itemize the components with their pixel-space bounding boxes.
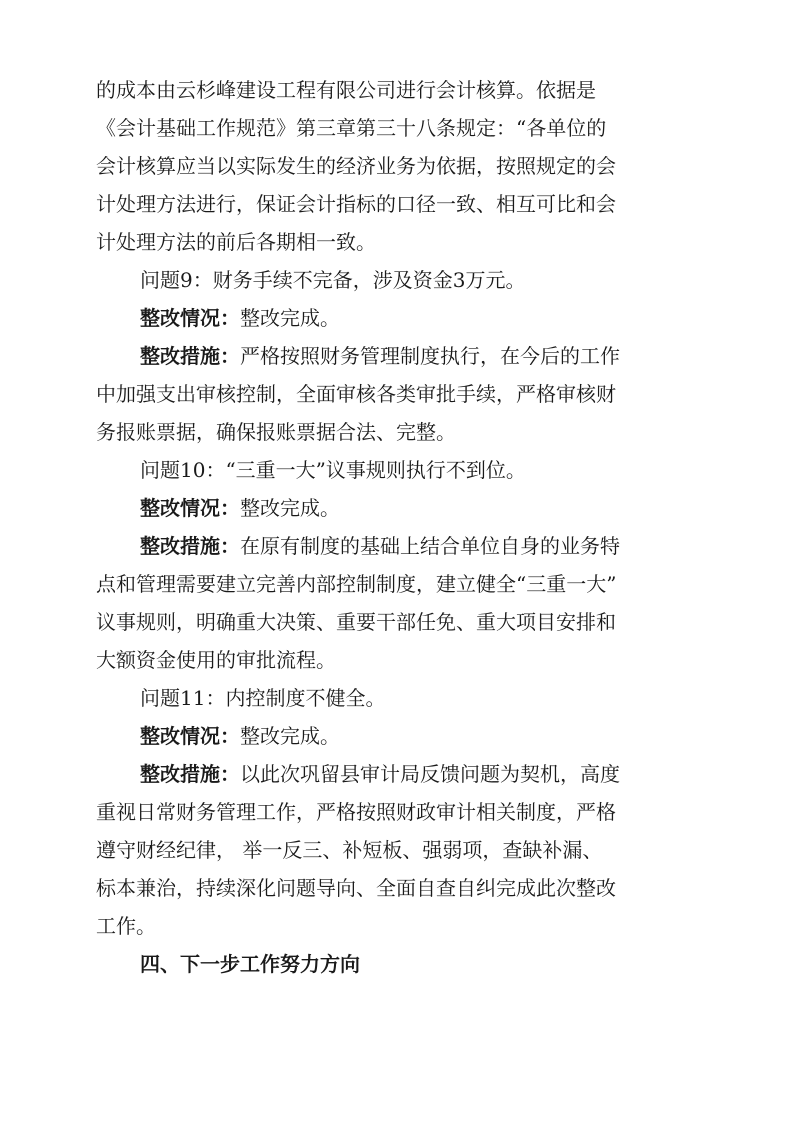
body-line: 中加强支出审核控制，全面审核各类审批手续，严格审核财 — [96, 382, 616, 406]
status-label: 整改情况： — [140, 724, 240, 748]
body-line: 计处理方法的前后各期相一致。 — [96, 230, 376, 254]
measure-text: 以此次巩留县审计局反馈问题为契机，高度 — [240, 762, 620, 786]
measure-10 — [140, 531, 696, 561]
body-line: 大额资金使用的审批流程。 — [96, 648, 336, 672]
status-label: 整改情况： — [140, 306, 240, 330]
body-line: 标本兼治，持续深化问题导向、全面自查自纠完成此次整改 — [96, 876, 616, 900]
body-line: 点和管理需要建立完善内部控制制度，建立健全“三重一大” — [96, 572, 617, 596]
body-line: 工作。 — [96, 914, 156, 938]
measure-text: 严格按照财务管理制度执行，在今后的工作 — [240, 344, 620, 368]
status-11 — [140, 721, 696, 751]
body-line: 遵守财经纪律， 举一反三、补短板、强弱项，查缺补漏、 — [96, 838, 603, 862]
issue-9: 问题9：财务手续不完备，涉及资金3万元。 — [140, 268, 526, 292]
status-text: 整改完成。 — [240, 724, 340, 748]
measure-9 — [140, 341, 696, 371]
body-line: 的成本由云杉峰建设工程有限公司进行会计核算。依据是 — [96, 78, 596, 102]
status-label: 整改情况： — [140, 496, 240, 520]
body-line: 务报账票据，确保报账票据合法、完整。 — [96, 420, 456, 444]
body-line: 议事规则，明确重大决策、重要干部任免、重大项目安排和 — [96, 610, 616, 634]
status-text: 整改完成。 — [240, 496, 340, 520]
measure-text: 在原有制度的基础上结合单位自身的业务特 — [240, 534, 620, 558]
issue-10: 问题10：“三重一大”议事规则执行不到位。 — [140, 458, 526, 482]
body-line: 重视日常财务管理工作，严格按照财政审计相关制度，严格 — [96, 800, 616, 824]
body-line: 《会计基础工作规范》第三章第三十八条规定：“各单位的 — [96, 116, 607, 140]
status-9 — [140, 303, 696, 333]
body-line: 会计核算应当以实际发生的经济业务为依据，按照规定的会 — [96, 154, 616, 178]
status-10 — [140, 493, 696, 523]
body-line: 计处理方法进行，保证会计指标的口径一致、相互可比和会 — [96, 192, 616, 216]
measure-label: 整改措施： — [140, 534, 240, 558]
measure-11 — [140, 759, 696, 789]
issue-11: 问题11：内控制度不健全。 — [140, 686, 386, 710]
measure-label: 整改措施： — [140, 344, 240, 368]
status-text: 整改完成。 — [240, 306, 340, 330]
measure-label: 整改措施： — [140, 762, 240, 786]
section-heading: 四、下一步工作努力方向 — [140, 952, 360, 976]
